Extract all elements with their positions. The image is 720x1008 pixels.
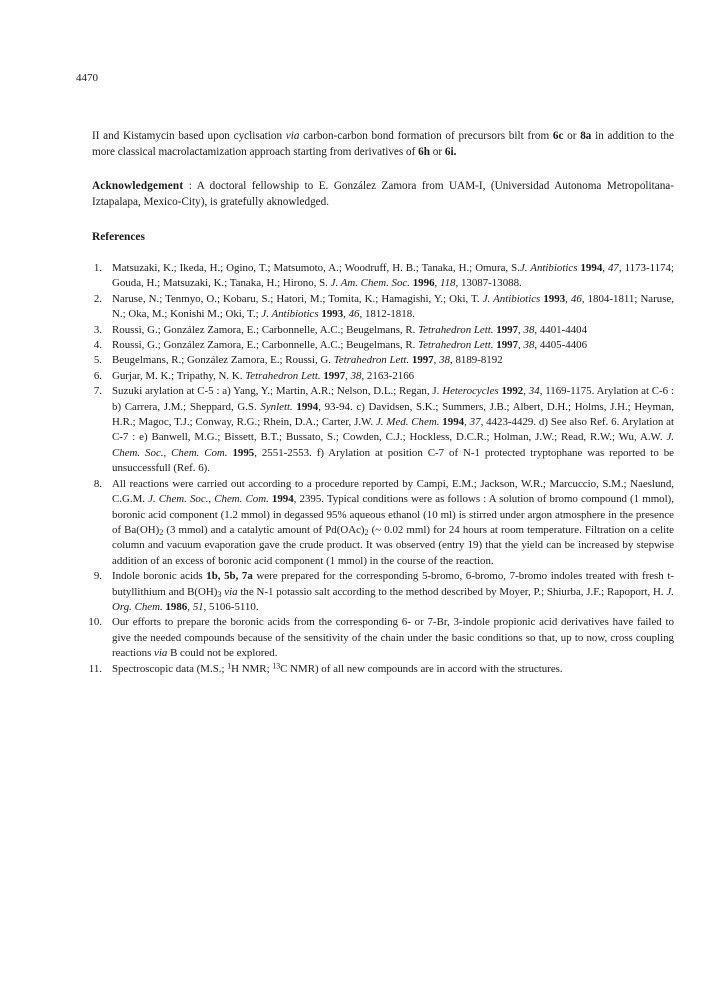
reference-item <box>78 261 674 292</box>
text-run: 2 <box>364 527 369 537</box>
text-run: , 5106-5110. <box>203 600 259 613</box>
text-run: J. Am. Chem. Soc. <box>330 277 410 290</box>
text-run: , 93-94. c) Davidsen, S.K.; Summers, J.B.; Albert, D.H.; Holms, J.H.; Heyman, H.R.; Magoc, T.J.; Conway, R.G.; Rhein, D.A.; Carter, J.W. <box>112 400 674 429</box>
text-run: , <box>565 292 571 305</box>
text-run: B could not be explored. <box>167 647 278 660</box>
acknowledgement-text: : A doctoral fellowship to E. González Zamora from UAM-I, (Universidad Autonoma Metropolitana-Iztapalapa, Mexico-City), is gratefully aknowledged. <box>92 180 674 208</box>
text-run: , 2551-2553. f) Arylation at position C-7 of N-1 protected tryptophane was reported to be unsuccessfull (Ref. 6). <box>112 446 674 475</box>
text-run: in addition to the more classical macrolactamization approach starting from derivatives of <box>92 130 674 158</box>
text-run: , 1804-1811; Naruse, N.; Oka, M.; Konishi M.; Oki, T.; <box>112 292 675 321</box>
text-run: J. Org. Chem. <box>112 585 674 613</box>
text-run: 1997 <box>496 339 519 352</box>
text-run: 1b, 5b, 7a <box>206 570 253 583</box>
text-run: 6i. <box>444 146 457 158</box>
text-run: or <box>430 146 445 158</box>
text-run: 6c <box>552 130 564 142</box>
text-run: Naruse, N.; Tenmyo, O.; Kobaru, S.; Hatori, M.; Tomita, K.; Hamagishi, Y.; Oki, T. <box>112 292 483 305</box>
reference-item <box>78 477 674 569</box>
text-run: 46 <box>570 292 582 305</box>
reference-item <box>78 662 674 677</box>
reference-number: 9. <box>93 570 102 583</box>
reference-item <box>78 569 674 615</box>
text-run: 1997 <box>323 369 346 382</box>
text-run: , 1169-1175. Arylation at C-6 : b) Carrera, J.M.; Sheppard, G.S. <box>112 385 674 413</box>
text-run: were prepared for the corresponding 5-bromo, 6-bromo, 7-bromo indoles treated with fresh t-butyllithium and B(OH) <box>112 570 674 598</box>
text-run: All reactions were carried out according to a procedure reported by Campi, E.M.; Jackson, W.R.; Marcuccio, S.M.; Naeslund, C.G.M. <box>112 477 674 506</box>
reference-number: 8. <box>93 477 102 490</box>
text-run: II and Kistamycin based upon cyclisation <box>92 130 286 142</box>
text-run: , 4401-4404 <box>534 323 588 336</box>
text-run: 13 <box>272 661 281 671</box>
text-run: 1995 <box>232 446 255 459</box>
text-run: J. Chem. Soc., Chem. Com. <box>112 431 674 459</box>
text-run: the N-1 potassio salt according to the method described by Moyer, P.; Shiurba, J.F.; Rapoport, H. <box>237 585 667 598</box>
text-run: 38 <box>523 323 535 336</box>
reference-item <box>78 323 674 338</box>
reference-number: 11. <box>88 662 102 675</box>
text-run: , <box>433 354 440 367</box>
reference-text <box>112 384 674 476</box>
text-run: via <box>285 130 300 142</box>
text-run: , 8189-8192 <box>450 354 503 367</box>
text-run: 38 <box>439 354 450 367</box>
reference-number: 10. <box>88 616 102 629</box>
text-run: (3 mmol) and a catalytic amount of Pd(OAc) <box>163 523 365 536</box>
text-run: , 2395. Typical conditions were as follows : A solution of bromo compound (1 mmol), boronic acid component (1.2 mmol) in degassed 95% aqueous ethanol (10 ml) is stirred under argon atmosphere in the presence of Ba(OH) <box>112 493 674 536</box>
text-run: Heterocycles <box>442 385 499 398</box>
text-run: , <box>523 385 529 398</box>
text-run: carbon-carbon bond formation of precursors bilt from <box>299 130 553 142</box>
text-run: or <box>563 130 581 142</box>
text-run: , 4405-4406 <box>534 339 588 352</box>
acknowledgement-title: Acknowledgement <box>92 180 184 192</box>
text-run: 1986 <box>165 600 188 613</box>
text-run: 1997 <box>411 354 434 367</box>
text-run: 1994 <box>271 493 294 506</box>
text-run: 47 <box>607 262 619 274</box>
text-run: 38 <box>350 369 362 382</box>
text-run: 8a <box>580 130 592 142</box>
page-number: 4470 <box>76 72 98 84</box>
reference-text <box>112 569 674 615</box>
text-run: 1994 <box>296 400 319 413</box>
text-run: J. Chem. Soc., Chem. Com. <box>148 493 269 506</box>
text-run: , 13087-13088. <box>455 277 522 290</box>
text-run: 1993 <box>321 308 344 321</box>
text-run: 1992 <box>501 385 524 398</box>
text-run: Roussi, G.; González Zamora, E.; Carbonnelle, A.C.; Beugelmans, R. <box>112 339 419 352</box>
text-run: J. Antibiotics <box>482 292 541 305</box>
text-run: J. Antibiotics <box>261 308 319 321</box>
text-run: 1997 <box>496 323 519 336</box>
reference-text <box>112 615 674 661</box>
text-run: , <box>518 339 524 352</box>
text-run: 6h <box>418 146 430 158</box>
text-run: Tetrahedron Lett. <box>333 354 410 367</box>
reference-number: 4. <box>93 339 102 352</box>
references-heading: References <box>92 231 145 243</box>
text-run: , 4423-4429. d) See also Ref. 6. Arylation at C-7 : e) Banwell, M.G.; Bissett, B.T.; Bussato, S.; Cowden, C.J.; Hockless, D.C.R.; Holman, J.W.; Read, R.W.; Wu, A.W. <box>112 416 675 444</box>
text-run: , <box>518 323 524 336</box>
reference-number: 1. <box>93 262 102 274</box>
reference-item <box>78 369 674 384</box>
reference-item <box>78 615 674 661</box>
reference-text <box>112 261 674 292</box>
text-run: Tetrahedron Lett. <box>418 339 494 352</box>
text-run: , 2163-2166 <box>361 369 415 382</box>
reference-text <box>112 338 674 353</box>
reference-item <box>78 338 674 353</box>
text-run: 1994 <box>580 262 603 274</box>
reference-text <box>112 369 674 384</box>
text-run: , <box>434 277 440 290</box>
text-run: Roussi, G.; González Zamora, E.; Carbonnelle, A.C.; Beugelmans, R. <box>112 323 419 336</box>
reference-number: 5. <box>93 354 102 367</box>
reference-number: 3. <box>93 323 102 336</box>
text-run: C NMR) of all new compounds are in accord with the structures. <box>280 662 563 675</box>
text-run: Tetrahedron Lett. <box>245 369 321 382</box>
text-run: 1993 <box>543 292 566 305</box>
reference-number: 2. <box>93 292 102 305</box>
text-run: , <box>345 369 351 382</box>
text-run: 38 <box>523 339 535 352</box>
intro-paragraph <box>92 128 674 160</box>
text-run: , <box>464 416 470 429</box>
text-run: 51 <box>192 600 204 613</box>
text-run: , <box>602 262 608 274</box>
text-run: Matsuzaki, K.; Ikeda, H.; Ogino, T.; Matsumoto, A.; Woodruff, H. B.; Tanaka, H.; Omura, S. <box>112 262 520 274</box>
text-run: (~ 0.02 mml) for 24 hours at room temperature. Filtration on a celite column and vacuum evaporation gave the crude product. It was observed (entry 19) that the yield can be increased by stepwise addition of an excess of boronic acid component (1 mmol) in the course of the reaction. <box>112 523 674 567</box>
reference-list <box>78 261 674 677</box>
reference-text <box>112 477 674 569</box>
text-run: Tetrahedron Lett. <box>418 323 494 336</box>
text-run: H NMR; <box>231 662 273 675</box>
reference-item <box>78 292 674 323</box>
text-run: 3 <box>217 589 222 599</box>
reference-text <box>112 353 674 368</box>
text-run: Our efforts to prepare the boronic acids from the corresponding 6- or 7-Br, 3-indole propionic acid derivatives have failed to give the needed compounds because of the sensitivity of the chain under the basic conditions so that, up to now, cross coupling reactions <box>112 616 674 660</box>
text-run: Synlett. <box>260 400 293 413</box>
text-run: 1 <box>227 661 232 671</box>
reference-item <box>78 353 674 368</box>
text-run: J. Med. Chem. <box>375 416 440 429</box>
text-run: , <box>187 600 193 613</box>
text-run: Spectroscopic data (M.S.; <box>112 662 228 675</box>
reference-number: 7. <box>93 385 102 398</box>
text-run: , 1173-1174; Gouda, H.; Matsuzaki, K.; Tanaka, H.; Hirono, S. <box>112 262 674 290</box>
text-run: 46 <box>348 308 360 321</box>
reference-item <box>78 384 674 476</box>
text-run: via <box>154 647 168 660</box>
text-run: 34 <box>528 385 540 398</box>
text-run: 1994 <box>442 416 465 429</box>
text-run: via <box>224 585 238 598</box>
text-run: J. Antibiotics <box>519 262 578 274</box>
reference-text <box>112 662 674 677</box>
reference-text <box>112 292 674 323</box>
text-run: Suzuki arylation at C-5 : a) Yang, Y.; Martin, A.R.; Nelson, D.L.; Regan, J. <box>112 385 443 398</box>
text-run: 118 <box>439 277 456 290</box>
text-run: Indole boronic acids <box>112 570 207 583</box>
text-run: Beugelmans, R.; González Zamora, E.; Roussi, G. <box>112 354 334 367</box>
text-run: 2 <box>159 527 164 537</box>
acknowledgement-paragraph <box>92 178 674 210</box>
text-run: Gurjar, M. K.; Tripathy, N. K. <box>112 369 246 382</box>
text-run: 37 <box>469 416 481 429</box>
text-run: , 1812-1818. <box>359 308 415 321</box>
reference-number: 6. <box>93 369 102 382</box>
text-run: , <box>343 308 349 321</box>
reference-text <box>112 323 674 338</box>
text-run: 1996 <box>412 277 435 290</box>
